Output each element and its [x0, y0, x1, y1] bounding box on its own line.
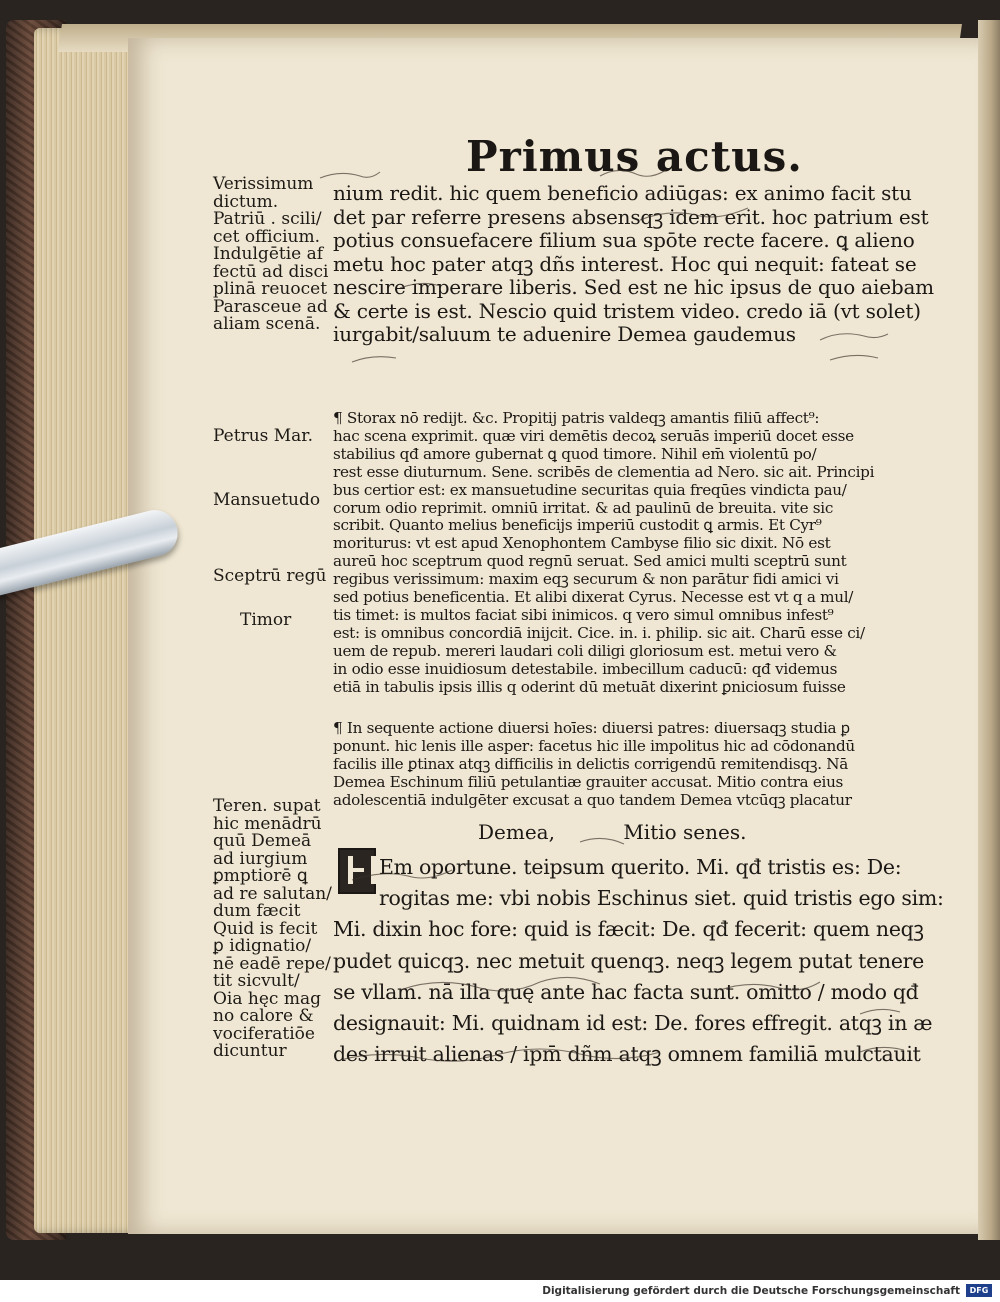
margin-gloss-2: Petrus Mar. — [213, 426, 313, 446]
gloss-line: hic menādrū — [213, 813, 322, 834]
dialogue-line: se vllam. nā illa quę ante hac facta sunt. omitto / modo qđ — [333, 979, 919, 1004]
gloss-line: dum fæcit — [213, 901, 301, 921]
gloss-line: ꝑmptiorē ꝗ — [213, 866, 308, 886]
commentary-line: uem de repub. mereri laudari coli diligi gloriosum est. metui vero & — [333, 641, 837, 660]
commentary-line: etiā in tabulis ipsis illis q oderint dū metuāt dixerint ꝑniciosum fuisse — [333, 677, 846, 696]
margin-gloss-4: Sceptrū regū — [213, 566, 327, 586]
commentary-line: bus certior est: ex mansuetudine securitas quia freqūes vindicta pau/ — [333, 480, 847, 499]
commentary-line: ¶ In sequente actione diuersi hoīes: diuersi patres: diuersaqꝫ studia ꝑ — [333, 719, 850, 737]
gloss-line: quū Demeā — [213, 831, 312, 851]
commentary-line: in odio esse inuidiosum detestabile. imbecillum caducū: qđ videmus — [333, 659, 838, 678]
commentary-line: rest esse diuturnum. Sene. scribēs de clementia ad Nero. sic ait. Principi — [333, 462, 875, 481]
annotation-stroke — [400, 977, 600, 990]
gloss-line: nē eadē repe/ — [213, 953, 331, 974]
gloss-line: Patriū . scili/ — [213, 209, 322, 229]
annotation-stroke — [352, 870, 452, 880]
margin-gloss-3: Mansuetudo — [213, 490, 321, 510]
commentary-line: aureū hoc sceptrum quod regnū seruat. Sed amici multi sceptrū sunt — [333, 552, 847, 571]
commentary-line: regibus verissimum: maxim eqꝫ securum & non parātur fidi amici vi — [333, 570, 839, 589]
gloss-line: vociferatiōe — [213, 1023, 315, 1044]
commentary-line: hac scena exprimit. quæ viri demētis decoꝝ seruās imperiū docet esse — [333, 426, 854, 445]
commentary-line: moriturus: vt est apud Xenophontem Cambyse filio sic dixit. Nō est — [333, 534, 831, 553]
gloss-line: ad iurgium — [213, 848, 308, 869]
dialogue-line: pudet quicqꝫ. nec metuit quenqꝫ. neqꝫ legem putat tenere — [333, 948, 924, 973]
commentary-line: Demea Eschinum filiū petulantiæ grauiter accusat. Mitio contra eius — [333, 772, 844, 791]
dialogue-line: rogitas me: vbi nobis Eschinus siet. quid tristis ego sim: — [379, 886, 944, 911]
dialogue-line: Em oportune. teipsum querito. Mi. qđ tristis es: De: — [379, 855, 902, 879]
text-line: det par referre presens absensqꝫ idem erit. hoc patrium est — [333, 204, 929, 229]
annotation-stroke — [352, 357, 396, 362]
commentary-line: corum odio reprimit. omniū irritat. & ad paulinū de breuita. vite sic — [333, 498, 834, 517]
annotation-stroke — [580, 838, 624, 844]
commentary-line: ¶ Storax nō redijt. &c. Propitij patris valdeqꝫ amantis filiū affect⁹: — [333, 409, 820, 427]
text-line: potius consuefacere filium sua spōte recte facere. ꝗ alieno — [333, 228, 915, 252]
commentary-line: facilis ille ꝑtinax atqꝫ difficilis in delictis corrigendū remitendisqꝫ. Nā — [333, 754, 849, 773]
commentary-line: stabilius qđ amore gubernat ꝗ quod timore. Nihil em̄ violentū po/ — [333, 444, 817, 463]
gloss-line: Indulgētie af — [213, 244, 324, 264]
gloss-line: aliam scenā. — [213, 314, 321, 334]
commentary-line: scribit. Quanto melius beneficijs imperiū custodit ꝗ armis. Et Cyr⁹ — [333, 516, 822, 535]
annotation-stroke — [830, 355, 878, 360]
gloss-line: fectū ad disci — [213, 261, 329, 282]
commentary-line: adolescentiā indulgēter excusat a quo tandem Demea vtcūqꝫ placatur — [333, 790, 852, 809]
commentary-line: tis timet: is multos faciat sibi inimicos. q vero simul omnibus infest⁹ — [333, 605, 834, 624]
gloss-line: cet officium. — [213, 226, 320, 247]
text-line: iurgabit/saluum te aduenire Demea gaudemus — [333, 322, 796, 346]
gloss-line: Verissimum — [213, 174, 314, 194]
commentary-line: est: is omnibus concordiā inijcit. Cice. in. i. philip. sic ait. Charū esse ci/ — [333, 623, 865, 642]
gloss-line: tit sicvult/ — [213, 971, 300, 991]
gloss-line: ad re salutan/ — [213, 883, 332, 904]
annotation-stroke — [400, 283, 440, 288]
page-header: Primus actus. — [466, 132, 803, 181]
dialogue-line: des irruit alienas / ipm̄ dñm atqꝫ omnem familiā mulctauit — [333, 1042, 921, 1067]
gloss-line: no calore & — [213, 1006, 314, 1026]
annotation-stroke — [640, 208, 748, 220]
dfg-logo: DFG — [966, 1284, 992, 1297]
annotation-stroke — [720, 982, 820, 990]
margin-gloss-5: Timor — [240, 610, 292, 630]
character-demea: Demea, — [478, 820, 555, 844]
gloss-line: dictum. — [213, 191, 279, 212]
commentary-line: sed potius beneficentia. Et alibi dixerat Cyrus. Necesse est vt q a mul/ — [333, 588, 854, 607]
commentary-line: ponunt. hic lenis ille asper: facetus hic ille impolitus hic ad cōdonandū — [333, 736, 855, 755]
gloss-line: dicuntur — [213, 1041, 287, 1061]
dialogue-line: Mi. dixin hoc fore: quid is fæcit: De. qđ fecerit: quem neqꝫ — [333, 917, 924, 942]
gloss-line: Oia hęc mag — [213, 988, 321, 1009]
annotation-stroke — [340, 1049, 660, 1061]
text-line: nescire imperare liberis. Sed est ne hic ipsus de quo aiebam — [333, 275, 934, 299]
gloss-line: plinā reuocet — [213, 279, 328, 299]
gloss-line: Teren. supat — [213, 796, 321, 816]
annotation-stroke — [820, 334, 888, 340]
character-mitio: Mitio senes. — [623, 820, 747, 844]
footer-credit: Digitalisierung gefördert durch die Deutsche Forschungsgemeinschaft — [542, 1285, 960, 1297]
gloss-line: Parasceue ad — [213, 296, 328, 317]
annotation-stroke — [320, 172, 380, 178]
text-line: metu hoc pater atqꝫ dñs interest. Hoc qui nequit: fateat se — [333, 251, 917, 276]
annotation-stroke — [860, 1047, 904, 1052]
gloss-line: Quid is fecit — [213, 918, 318, 939]
dialogue-line: designauit: Mi. quidnam id est: De. fores effregit. atqꝫ in æ — [333, 1011, 933, 1036]
annotation-stroke — [860, 1009, 900, 1014]
annotation-stroke — [600, 170, 666, 176]
text-line: nium redit. hic quem beneficio adiūgas: ex animo facit stu — [333, 181, 912, 205]
text-line: & certe is est. Nescio quid tristem video. credo iā (vt solet) — [333, 298, 921, 323]
gloss-line: ꝑ idignatio/ — [213, 936, 312, 956]
